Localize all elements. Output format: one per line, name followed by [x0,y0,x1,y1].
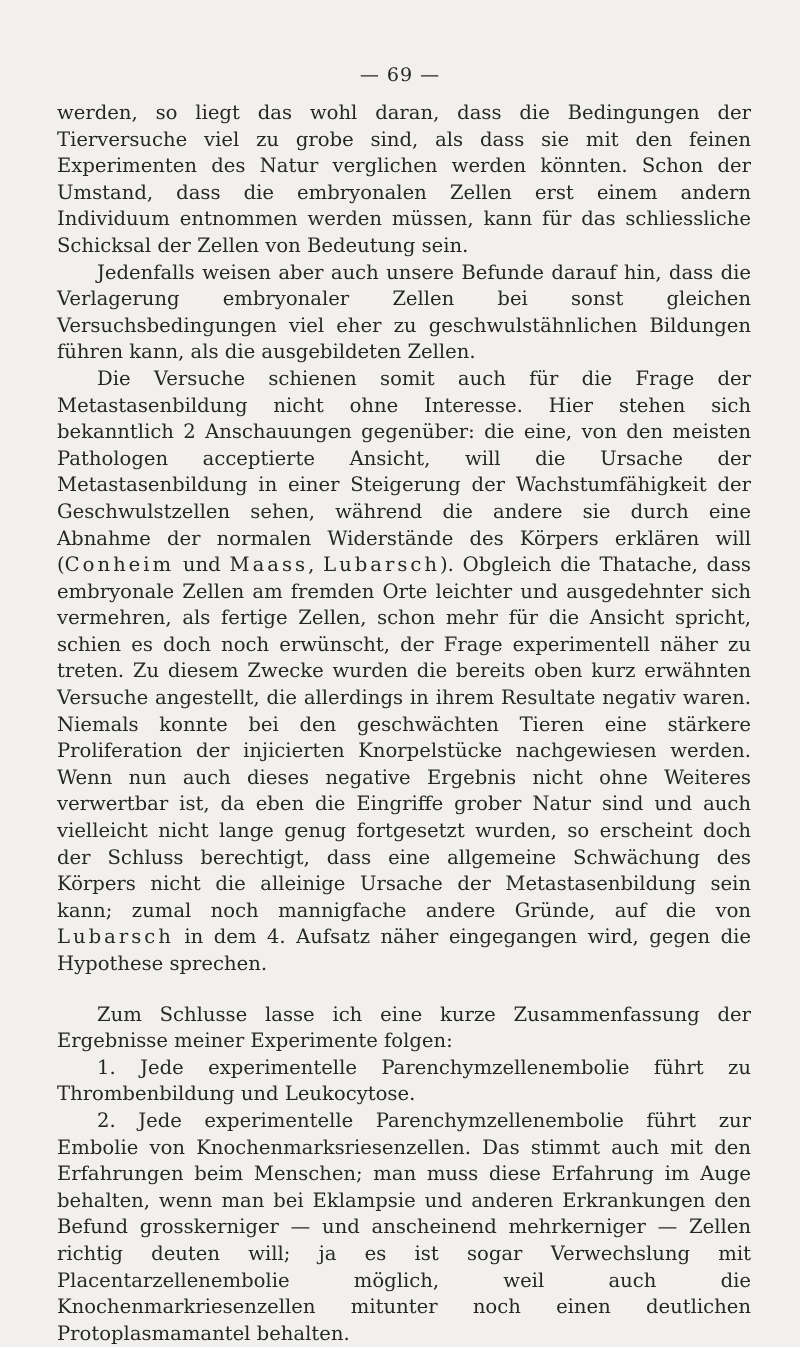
paragraph-3-text-a: Die Versuche schienen somit auch für die Frage der Metastasenbildung nicht ohne Interesse. Hier stehen sich bekanntlich 2 Anschauungen gegenüber: die eine, von den meisten Pathologen acceptierte Ansicht, will die Ursache der Metastasenbildung in einer Steigerung der Wachstumfähigkeit der Geschwulstzellen sehen, während die andere sie durch eine Abnahme der normalen Widerstände des Körpers erklären will ( [57,366,751,577]
body-text [57,100,751,1347]
list-item-1: 1. Jede experimentelle Parenchymzellenembolie führt zu Thrombenbildung und Leukocytose. [57,1055,751,1106]
author-name-maass: Maass [229,553,309,577]
paragraph-3-text-c: , [308,553,324,577]
paragraph-4: Zum Schlusse lasse ich eine kurze Zusammenfassung der Ergebnisse meiner Experimente folgen: [57,1002,751,1053]
paragraph-3-text-d: ). Obgleich die Thatache, dass embryonale Zellen am fremden Orte leichter und ausgedehnter sich vermehren, als fertige Zellen, schon mehr für die Ansicht spricht, schien es doch noch erwünscht, der Frage experimentell näher zu treten. Zu diesem Zwecke wurden die bereits oben kurz erwähnten Versuche angestellt, die allerdings in ihrem Resultate negativ waren. Niemals konnte bei den geschwächten Tieren eine stärkere Proliferation der injicierten Knorpelstücke nachgewiesen werden. Wenn nun auch dieses negative Ergebnis nicht ohne Weiteres verwertbar ist, da eben die Eingriffe grober Natur sind und auch vielleicht nicht lange genug fortgesetzt wurden, so erscheint doch der Schluss berechtigt, dass eine allgemeine Schwächung des Körpers nicht die alleinige Ursache der Metastasenbildung sein kann; zumal noch mannigfache andere Gründe, auf die von [57,553,751,922]
paragraph-1: werden, so liegt das wohl daran, dass die Bedingungen der Tierversuche viel zu grobe sind, als dass sie mit den feinen Experimenten des Natur verglichen werden könnten. Schon der Umstand, dass die embryonalen Zellen erst einem andern Individuum entnommen werden müssen, kann für das schliessliche Schicksal der Zellen von Bedeutung sein. [57,101,751,257]
paragraph-3-text-b: und [174,553,230,577]
paragraph-3-text-e: in dem 4. Aufsatz näher eingegangen wird, gegen die Hypothese sprechen. [57,925,751,975]
paragraph-3 [57,366,751,978]
page-number: — 69 — [359,64,441,86]
author-name-conheim: Conheim [64,553,175,577]
author-name-lubarsch: Lubarsch [323,553,440,577]
paragraph-2: Jedenfalls weisen aber auch unsere Befunde darauf hin, dass die Verlagerung embryonaler Zellen bei sonst gleichen Versuchsbedingungen viel eher zu geschwulstähnlichen Bildungen führen kann, als die ausgebildeten Zellen. [57,260,751,364]
author-name-lubarsch-2: Lubarsch [57,925,174,949]
list-item-2: 2. Jede experimentelle Parenchymzellenembolie führt zur Embolie von Knochenmarksriesenzellen. Das stimmt auch mit den Erfahrungen beim Menschen; man muss diese Erfahrung im Auge behalten, wenn man bei Eklampsie und anderen Erkrankungen den Befund grosskerniger — und anscheinend mehrkerniger — Zellen richtig deuten will; ja es ist sogar Verwechslung mit Placentarzellenembolie möglich, weil auch die Knochenmarkriesenzellen mitunter noch einen deutlichen Protoplasmamantel behalten. [57,1108,751,1345]
